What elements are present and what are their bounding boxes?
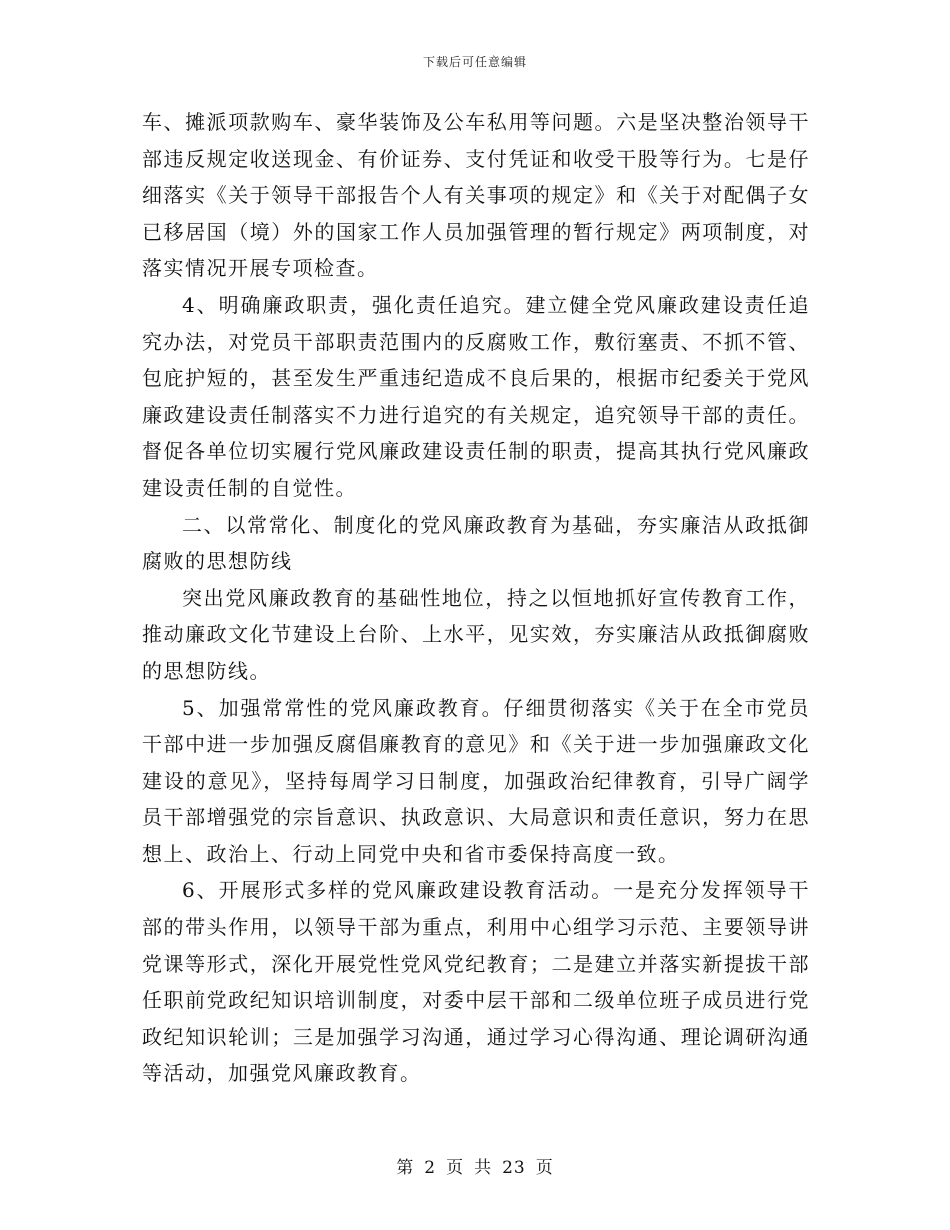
page-header: 下载后可任意编辑 bbox=[422, 55, 527, 69]
paragraph-continuation: 车、摊派项款购车、豪华装饰及公车私用等问题。六是坚决整治领导干部违反规定收送现金、有价证券、支付凭证和收受干股等行为。七是仔细落实《关于领导干部报告个人有关事项的规定》和《关于对配偶子女已移居国（境）外的国家工作人员加强管理的暂行规定》两项制度，对落实情况开展专项检查。 bbox=[142, 110, 810, 281]
paragraph-section-intro: 突出党风廉政教育的基础性地位，持之以恒地抓好宣传教育工作，推动廉政文化节建设上台阶、上水平，见实效，夯实廉洁从政抵御腐败的思想防线。 bbox=[142, 585, 810, 683]
paragraph-item-6: 6、开展形式多样的党风廉政建设教育活动。一是充分发挥领导干部的带头作用，以领导干部为重点，利用中心组学习示范、主要领导讲党课等形式，深化开展党性党风党纪教育；二是建立并落实新提拔干部任职前党政纪知识培训制度，对委中层干部和二级单位班子成员进行党政纪知识轮训；三是加强学习沟通，通过学习心得沟通、理论调研沟通等活动，加强党风廉政教育。 bbox=[142, 878, 810, 1086]
page-label-suffix: 页 bbox=[535, 1158, 554, 1178]
total-pages-number: 23 bbox=[502, 1158, 526, 1178]
page-label-mid1: 页 bbox=[446, 1158, 465, 1178]
paragraph-item-4: 4、明确廉政职责，强化责任追究。建立健全党风廉政建设责任追究办法，对党员干部职责范围内的反腐败工作，敷衍塞责、不抓不管、包庇护短的，甚至发生严重违纪造成不良后果的，根据市纪委关于党风廉政建设责任制落实不力进行追究的有关规定，追究领导干部的责任。督促各单位切实履行党风廉政建设责任制的职责，提高其执行党风廉政建设责任制的自觉性。 bbox=[142, 292, 810, 500]
current-page-number: 2 bbox=[424, 1158, 437, 1178]
page-footer bbox=[0, 1153, 950, 1178]
page-label-mid2: 共 bbox=[474, 1158, 493, 1178]
document-body bbox=[142, 104, 810, 1092]
paragraph-item-5: 5、加强常常性的党风廉政教育。仔细贯彻落实《关于在全市党员干部中进一步加强反腐倡廉教育的意见》和《关于进一步加强廉政文化建设的意见》，坚持每周学习日制度，加强政治纪律教育，引导广阔学员干部增强党的宗旨意识、执政意识、大局意识和责任意识，努力在思想上、政治上、行动上同党中央和省市委保持高度一致。 bbox=[142, 695, 810, 866]
page-label-prefix: 第 bbox=[396, 1158, 415, 1178]
section-heading-2: 二、以常常化、制度化的党风廉政教育为基础，夯实廉洁从政抵御腐败的思想防线 bbox=[142, 512, 810, 574]
